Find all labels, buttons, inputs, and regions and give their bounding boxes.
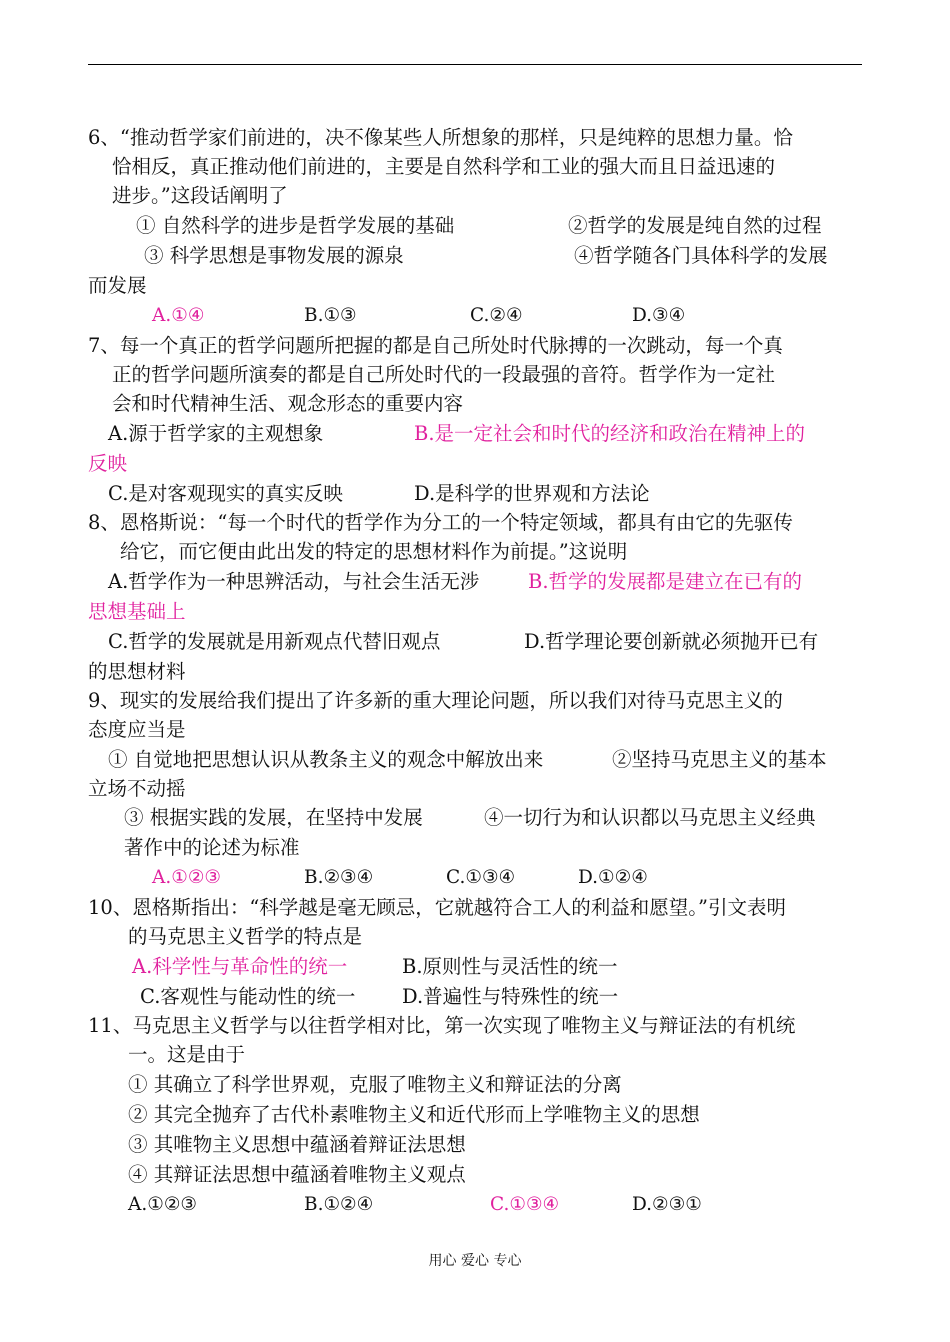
q11-option-d: D.②③① — [632, 1194, 702, 1215]
q9-statement-1: ① 自觉地把思想认识从教条主义的观念中解放出来 — [108, 748, 544, 771]
q11-option-a: A.①②③ — [128, 1194, 197, 1215]
q6-statement-2: ②哲学的发展是纯自然的过程 — [568, 214, 822, 237]
q10-option-d: D.普遍性与特殊性的统一 — [402, 985, 619, 1008]
q7-option-c: C.是对客观现实的真实反映 — [108, 482, 343, 505]
q8-option-d: D.哲学理论要创新就必须抛开已有 — [524, 630, 819, 653]
q6-statement-3: ③ 科学思想是事物发展的源泉 — [144, 244, 404, 267]
q8-option-b: B.哲学的发展都是建立在已有的 — [528, 570, 803, 593]
q6-statement-4: ④哲学随各门具体科学的发展 — [574, 244, 828, 267]
q7-option-a: A.源于哲学家的主观想象 — [108, 422, 324, 445]
q8-option-d-cont: 的思想材料 — [88, 660, 186, 683]
q6-stem-line-3: 进步。”这段话阐明了 — [112, 184, 288, 207]
q6-statement-1: ① 自然科学的进步是哲学发展的基础 — [136, 214, 455, 237]
q9-option-c: C.①③④ — [446, 867, 516, 888]
q8-stem-line-1: 8、恩格斯说：“每一个时代的哲学作为分工的一个特定领域，都具有由它的先驱传 — [88, 511, 793, 534]
q7-stem-line-1: 7、每一个真正的哲学问题所把握的都是自己所处时代脉搏的一次跳动，每一个真 — [88, 334, 783, 357]
q8-option-c: C.哲学的发展就是用新观点代替旧观点 — [108, 630, 441, 653]
q7-option-b-cont: 反映 — [88, 452, 128, 475]
page-footer: 用心 爱心 专心 — [428, 1253, 522, 1269]
q10-option-a: A.科学性与革命性的统一 — [132, 955, 348, 978]
header-rule — [88, 64, 862, 65]
q9-stem-line-2: 态度应当是 — [88, 718, 186, 741]
q11-statement-2: ② 其完全抛弃了古代朴素唯物主义和近代形而上学唯物主义的思想 — [128, 1103, 700, 1126]
q9-statement-3: ③ 根据实践的发展，在坚持中发展 — [124, 806, 423, 829]
q6-option-d: D.③④ — [632, 305, 686, 326]
q9-statement-4: ④一切行为和认识都以马克思主义经典 — [484, 806, 816, 829]
q8-stem-line-2: 给它，而它便由此出发的特定的思想材料作为前提。”这说明 — [120, 540, 628, 563]
q10-option-c: C.客观性与能动性的统一 — [140, 985, 356, 1008]
q9-statement-4-cont: 著作中的论述为标准 — [124, 836, 300, 859]
q9-statement-2-cont: 立场不动摇 — [88, 777, 186, 800]
q6-stem-line-1: 6、“推动哲学家们前进的，决不像某些人所想象的那样，只是纯粹的思想力量。恰 — [88, 126, 793, 149]
q8-option-b-cont: 思想基础上 — [88, 600, 186, 623]
q11-statement-3: ③ 其唯物主义思想中蕴涵着辩证法思想 — [128, 1133, 466, 1156]
q7-stem-line-3: 会和时代精神生活、观念形态的重要内容 — [112, 392, 464, 415]
q7-option-b: B.是一定社会和时代的经济和政治在精神上的 — [414, 422, 806, 445]
q9-stem-line-1: 9、现实的发展给我们提出了许多新的重大理论问题，所以我们对待马克思主义的 — [88, 689, 783, 712]
q6-stem-line-2: 恰相反，真正推动他们前进的，主要是自然科学和工业的强大而且日益迅速的 — [112, 155, 776, 178]
q11-option-c: C.①③④ — [490, 1194, 560, 1215]
q6-option-a: A.①④ — [152, 305, 205, 326]
q11-statement-4: ④ 其辩证法思想中蕴涵着唯物主义观点 — [128, 1163, 466, 1186]
q9-option-d: D.①②④ — [578, 867, 648, 888]
q8-option-a: A.哲学作为一种思辨活动，与社会生活无涉 — [108, 570, 480, 593]
q11-option-b: B.①②④ — [304, 1194, 374, 1215]
q9-option-b: B.②③④ — [304, 867, 374, 888]
q9-option-a: A.①②③ — [152, 867, 221, 888]
q11-stem-line-2: 一。这是由于 — [128, 1043, 246, 1066]
q6-statement-4-cont: 而发展 — [88, 274, 147, 297]
q10-stem-line-1: 10、恩格斯指出：“科学越是毫无顾忌，它就越符合工人的利益和愿望。”引文表明 — [88, 896, 787, 919]
q11-statement-1: ① 其确立了科学世界观，克服了唯物主义和辩证法的分离 — [128, 1073, 622, 1096]
q11-stem-line-1: 11、马克思主义哲学与以往哲学相对比，第一次实现了唯物主义与辩证法的有机统 — [88, 1014, 796, 1037]
q6-option-c: C.②④ — [470, 305, 523, 326]
q9-statement-2: ②坚持马克思主义的基本 — [612, 748, 827, 771]
q10-option-b: B.原则性与灵活性的统一 — [402, 955, 618, 978]
q7-option-d: D.是科学的世界观和方法论 — [414, 482, 650, 505]
q10-stem-line-2: 的马克思主义哲学的特点是 — [128, 925, 363, 948]
q6-option-b: B.①③ — [304, 305, 357, 326]
q7-stem-line-2: 正的哲学问题所演奏的都是自己所处时代的一段最强的音符。哲学作为一定社 — [112, 363, 776, 386]
